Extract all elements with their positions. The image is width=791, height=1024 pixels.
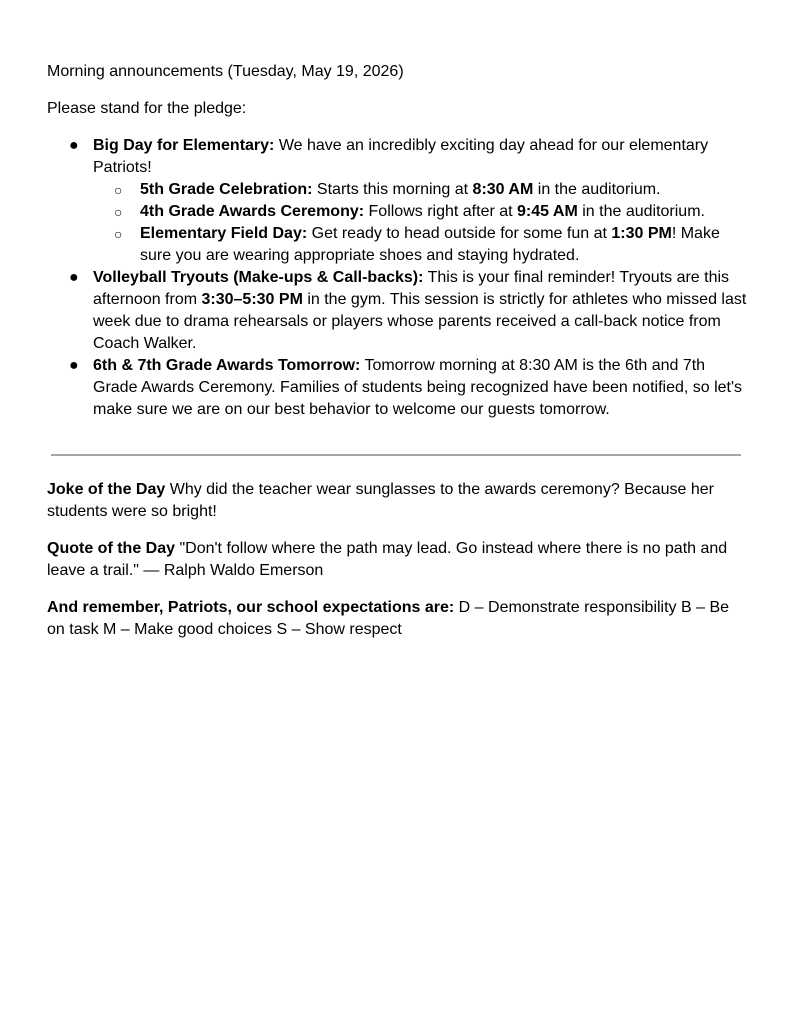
item-time: 3:30–5:30 PM: [201, 291, 303, 308]
item-text: in the gym. This session is strictly for athletes who missed last week due to drama rehearsals or players whose parents received a call-back notice from Coach Walker.: [93, 291, 747, 352]
item-title: Volleyball Tryouts (Make-ups & Call-backs):: [93, 269, 424, 286]
joke-text: Why did the teacher wear sunglasses to the awards ceremony? Because her students were so bright!: [47, 481, 714, 520]
quote-paragraph: [47, 538, 747, 582]
sub-item-title: Elementary Field Day:: [140, 225, 308, 242]
pledge-line: Please stand for the pledge:: [47, 100, 247, 117]
sub-list-item: [93, 223, 747, 267]
document-page: [47, 61, 747, 638]
item-title: Big Day for Elementary:: [93, 137, 275, 154]
list-item: [47, 135, 747, 267]
sub-item-text: ! Make sure you are wearing appropriate shoes and staying hydrated.: [140, 225, 720, 264]
bullet-icon: ●: [69, 269, 79, 286]
joke-paragraph: [47, 479, 747, 523]
announcement-list: [47, 135, 747, 421]
sub-item-time: 9:45 AM: [517, 203, 578, 220]
hollow-bullet-icon: ○: [114, 182, 123, 198]
sub-item-text: Starts this morning at: [312, 181, 473, 198]
joke-label: Joke of the Day: [47, 481, 166, 498]
sub-item-text: in the auditorium.: [533, 181, 661, 198]
expectations-text: D – Demonstrate responsibility B – Be on task M – Make good choices S – Show respect: [47, 599, 730, 638]
sub-item-time: 1:30 PM: [611, 225, 672, 242]
sub-item-title: 5th Grade Celebration:: [140, 181, 313, 198]
sub-item-text: in the auditorium.: [577, 203, 705, 220]
item-text: This is your final reminder! Tryouts are this afternoon from: [93, 269, 730, 308]
item-text: Tomorrow morning at 8:30 AM is the 6th and 7th Grade Awards Ceremony. Families of students being recognized have been notified, so let's make sure we are on our best behavior to welcome our guests tomorrow.: [93, 357, 743, 418]
announcement-date: Morning announcements (Tuesday, May 19, 2026): [47, 63, 404, 80]
sub-list-item: [93, 201, 747, 223]
hollow-bullet-icon: ○: [114, 226, 123, 242]
item-title: 6th & 7th Grade Awards Tomorrow:: [93, 357, 361, 374]
quote-text: "Don't follow where the path may lead. Go instead where there is no path and leave a trail." — Ralph Waldo Emerson: [47, 540, 728, 579]
sub-item-text: Get ready to head outside for some fun at: [307, 225, 612, 242]
sub-list-item: [93, 179, 747, 201]
quote-label: Quote of the Day: [47, 540, 176, 557]
expectations-label: And remember, Patriots, our school expectations are:: [47, 599, 455, 616]
lower-section: [47, 479, 747, 656]
sub-item-title: 4th Grade Awards Ceremony:: [140, 203, 365, 220]
bullet-icon: ●: [69, 137, 79, 154]
sub-list: [93, 179, 747, 267]
list-item: [47, 355, 747, 421]
item-text: We have an incredibly exciting day ahead for our elementary Patriots!: [93, 137, 709, 176]
list-item: [47, 267, 747, 355]
hollow-bullet-icon: ○: [114, 204, 123, 220]
sub-item-time: 8:30 AM: [472, 181, 534, 198]
section-divider: [51, 454, 741, 456]
expectations-paragraph: [47, 597, 747, 641]
bullet-icon: ●: [69, 357, 79, 374]
sub-item-text: Follows right after at: [364, 203, 518, 220]
